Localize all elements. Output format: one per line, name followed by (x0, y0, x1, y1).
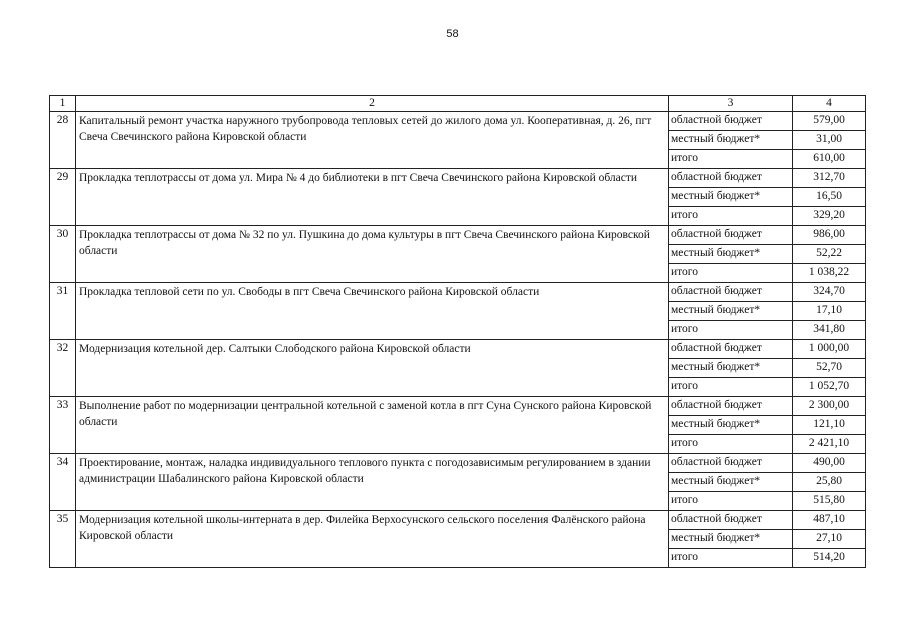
row-description: Прокладка теплотрассы от дома ул. Мира № 4 до библиотеки в пгт Свеча Свечинского района Кировской области (76, 169, 669, 226)
funding-amount: 16,50 (793, 188, 866, 207)
row-description: Капитальный ремонт участка наружного трубопровода тепловых сетей до жилого дома ул. Кооперативная, д. 26, пгт Свеча Свечинского района Кировской области (76, 112, 669, 169)
funding-amount: 324,70 (793, 283, 866, 302)
funding-source: итого (669, 435, 793, 454)
row-number: 32 (50, 340, 76, 397)
funding-amount: 579,00 (793, 112, 866, 131)
funding-source: итого (669, 378, 793, 397)
funding-amount: 610,00 (793, 150, 866, 169)
page-number: 58 (446, 28, 459, 40)
table-header-row (50, 96, 866, 112)
funding-source: итого (669, 549, 793, 568)
funding-source: областной бюджет (669, 283, 793, 302)
funding-source: итого (669, 207, 793, 226)
row-number: 31 (50, 283, 76, 340)
funding-source: местный бюджет* (669, 131, 793, 150)
funding-amount: 986,00 (793, 226, 866, 245)
funding-source: итого (669, 150, 793, 169)
funding-source: областной бюджет (669, 454, 793, 473)
table-row (50, 511, 866, 530)
funding-amount: 52,22 (793, 245, 866, 264)
header-col-2: 2 (76, 96, 669, 112)
row-description: Выполнение работ по модернизации центральной котельной с заменой котла в пгт Суна Сунского района Кировской области (76, 397, 669, 454)
funding-source: итого (669, 264, 793, 283)
funding-source: областной бюджет (669, 397, 793, 416)
funding-amount: 121,10 (793, 416, 866, 435)
row-number: 30 (50, 226, 76, 283)
table-row (50, 226, 866, 245)
funding-amount: 490,00 (793, 454, 866, 473)
funding-source: местный бюджет* (669, 530, 793, 549)
funding-source: итого (669, 492, 793, 511)
row-number: 28 (50, 112, 76, 169)
row-number: 33 (50, 397, 76, 454)
funding-amount: 2 300,00 (793, 397, 866, 416)
row-description: Прокладка теплотрассы от дома № 32 по ул. Пушкина до дома культуры в пгт Свеча Свечинского района Кировской области (76, 226, 669, 283)
row-description: Модернизация котельной школы-интерната в дер. Филейка Верхосунского сельского поселения Фалёнского района Кировской области (76, 511, 669, 568)
funding-amount: 312,70 (793, 169, 866, 188)
table-row (50, 283, 866, 302)
row-number: 34 (50, 454, 76, 511)
table-row (50, 397, 866, 416)
funding-source: местный бюджет* (669, 245, 793, 264)
funding-source: областной бюджет (669, 169, 793, 188)
table-row (50, 169, 866, 188)
funding-source: местный бюджет* (669, 359, 793, 378)
header-col-3: 3 (669, 96, 793, 112)
funding-amount: 17,10 (793, 302, 866, 321)
funding-source: областной бюджет (669, 226, 793, 245)
row-description: Прокладка тепловой сети по ул. Свободы в пгт Свеча Свечинского района Кировской области (76, 283, 669, 340)
row-number: 29 (50, 169, 76, 226)
funding-amount: 52,70 (793, 359, 866, 378)
table-row (50, 112, 866, 131)
funding-source: областной бюджет (669, 112, 793, 131)
funding-source: местный бюджет* (669, 473, 793, 492)
funding-source: областной бюджет (669, 511, 793, 530)
header-col-1: 1 (50, 96, 76, 112)
funding-amount: 329,20 (793, 207, 866, 226)
funding-amount: 2 421,10 (793, 435, 866, 454)
funding-amount: 25,80 (793, 473, 866, 492)
funding-source: местный бюджет* (669, 302, 793, 321)
table-row (50, 340, 866, 359)
funding-amount: 1 038,22 (793, 264, 866, 283)
funding-source: местный бюджет* (669, 188, 793, 207)
row-description: Проектирование, монтаж, наладка индивидуального теплового пункта с погодозависимым регулированием в здании администрации Шабалинского района Кировской области (76, 454, 669, 511)
funding-source: местный бюджет* (669, 416, 793, 435)
funding-amount: 515,80 (793, 492, 866, 511)
funding-amount: 1 052,70 (793, 378, 866, 397)
budget-table (49, 95, 866, 568)
row-description: Модернизация котельной дер. Салтыки Слободского района Кировской области (76, 340, 669, 397)
funding-amount: 514,20 (793, 549, 866, 568)
funding-amount: 487,10 (793, 511, 866, 530)
funding-source: итого (669, 321, 793, 340)
header-col-4: 4 (793, 96, 866, 112)
funding-amount: 31,00 (793, 131, 866, 150)
funding-amount: 341,80 (793, 321, 866, 340)
table-row (50, 454, 866, 473)
funding-amount: 27,10 (793, 530, 866, 549)
funding-source: областной бюджет (669, 340, 793, 359)
row-number: 35 (50, 511, 76, 568)
funding-amount: 1 000,00 (793, 340, 866, 359)
